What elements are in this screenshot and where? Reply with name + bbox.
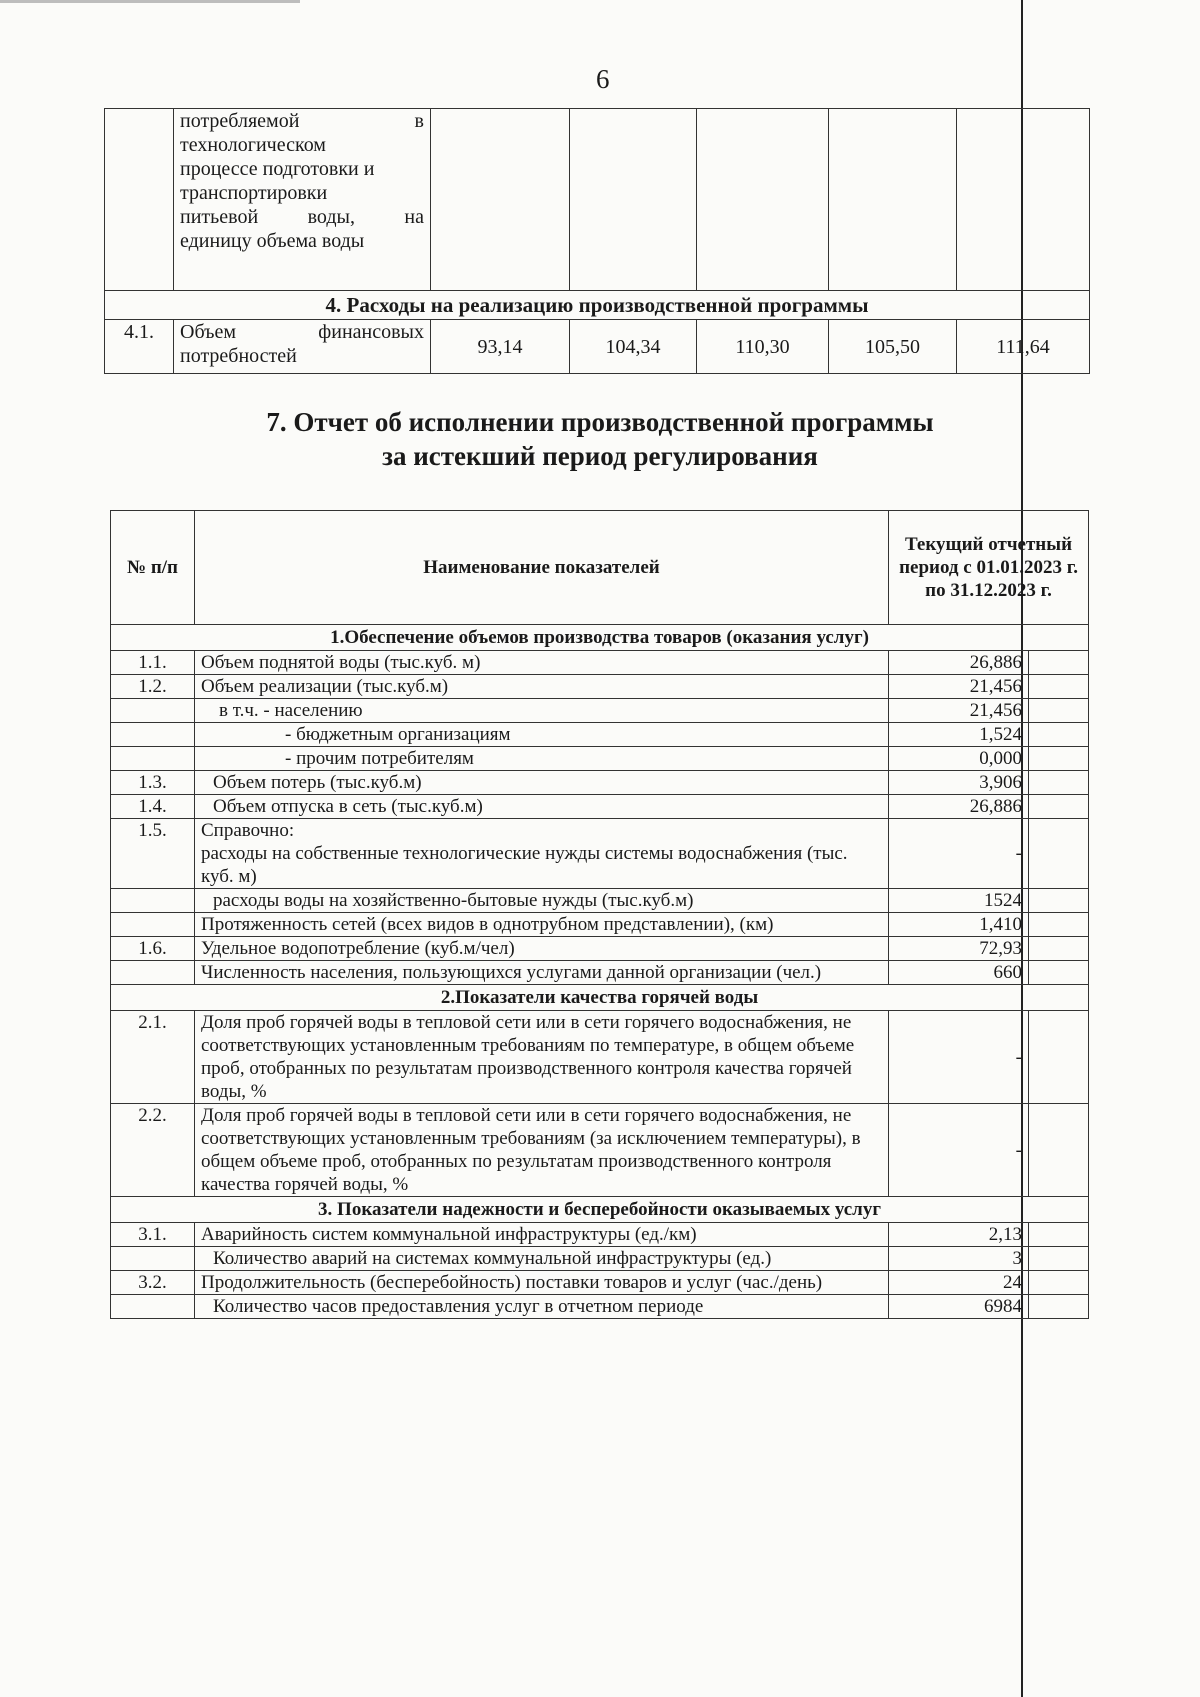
text-line: единицу объема воды [180,230,365,252]
header-row [111,511,1089,625]
table-row: - бюджетным организациям 1,524 [111,723,1089,747]
row-label: Объем финансовых потребностей [174,320,431,374]
scan-artifact-top [0,0,300,3]
value-cell: 110,30 [697,320,829,374]
report-title-line1: 7. Отчет об исполнении производственной программы [266,407,934,437]
table-row: 1.6. Удельное водопотребление (куб.м/чел) 72,93 [111,937,1089,961]
table-row: 3.1. Аварийность систем коммунальной инфраструктуры (ед./км) 2,13 [111,1223,1089,1247]
page-number: 6 [596,64,610,94]
table-row: Количество часов предоставления услуг в отчетном периоде 6984 [111,1295,1089,1319]
table-row: 1.5. Справочно: расходы на собственные технологические нужды системы водоснабжения (тыс. куб. м) - [111,819,1089,889]
section-title: 3. Показатели надежности и бесперебойности оказываемых услуг [111,1197,1089,1223]
table-row: 2.1. Доля проб горячей воды в тепловой сети или в сети горячего водоснабжения, не соответствующих установленным требованиям по температуре, в общем объеме проб, отобранных по результатам производственного контроля качества горячей воды, % - [111,1011,1089,1104]
continuation-text-cell [174,109,431,291]
table-row: Количество аварий на системах коммунальной инфраструктуры (ед.) 3 [111,1247,1089,1271]
report-table [110,510,1089,1319]
section-title: 1.Обеспечение объемов производства товаров (оказания услуг) [111,625,1089,651]
table-row [105,109,1090,291]
value-cell: 104,34 [570,320,697,374]
text-line: процессе подготовки и [180,158,375,180]
text-line: транспортировки [180,182,328,204]
table-row: в т.ч. - населению 21,456 [111,699,1089,723]
text-line: технологическом [180,134,326,156]
table-row: 2.2. Доля проб горячей воды в тепловой сети или в сети горячего водоснабжения, не соответствующих установленным требованиям (за исключением температуры), в общем объеме проб, отобранных по результатам производственного контроля качества горячей воды, % - [111,1104,1089,1197]
table-row: 1.3. Объем потерь (тыс.куб.м) 3,906 [111,771,1089,795]
value-cell: 93,14 [431,320,570,374]
section-title: 2.Показатели качества горячей воды [111,985,1089,1011]
section-row [111,625,1089,651]
continuation-table [104,108,1090,374]
section-row [105,291,1090,320]
table-row: 1.4. Объем отпуска в сеть (тыс.куб.м) 26,886 [111,795,1089,819]
table-row: Численность населения, пользующихся услугами данной организации (чел.) 660 [111,961,1089,985]
report-title-line2: за истекший период регулирования [382,441,818,471]
table-row: - прочим потребителям 0,000 [111,747,1089,771]
section-row [111,985,1089,1011]
text-line: потребляемой в [180,110,424,132]
text-line: питьевой воды, на [180,206,424,228]
row-number: 4.1. [105,320,174,374]
table-row: Протяженность сетей (всех видов в однотрубном представлении), (км) 1,410 [111,913,1089,937]
table-row: расходы воды на хозяйственно-бытовые нужды (тыс.куб.м) 1524 [111,889,1089,913]
table-row: 1.2. Объем реализации (тыс.куб.м) 21,456 [111,675,1089,699]
num-cell [105,109,174,291]
section-row [111,1197,1089,1223]
section-title: 4. Расходы на реализацию производственной программы [105,291,1090,320]
table-row: 1.1. Объем поднятой воды (тыс.куб. м) 26,886 [111,651,1089,675]
header-period: Текущий отчетный период с 01.01.2023 г. по 31.12.2023 г. [889,511,1089,625]
value-cell: 111,64 [957,320,1090,374]
header-name: Наименование показателей [195,511,889,625]
table-row [105,320,1090,374]
table-row: 3.2. Продолжительность (бесперебойность) поставки товаров и услуг (час./день) 24 [111,1271,1089,1295]
value-cell: 105,50 [829,320,957,374]
header-num: № п/п [111,511,195,625]
